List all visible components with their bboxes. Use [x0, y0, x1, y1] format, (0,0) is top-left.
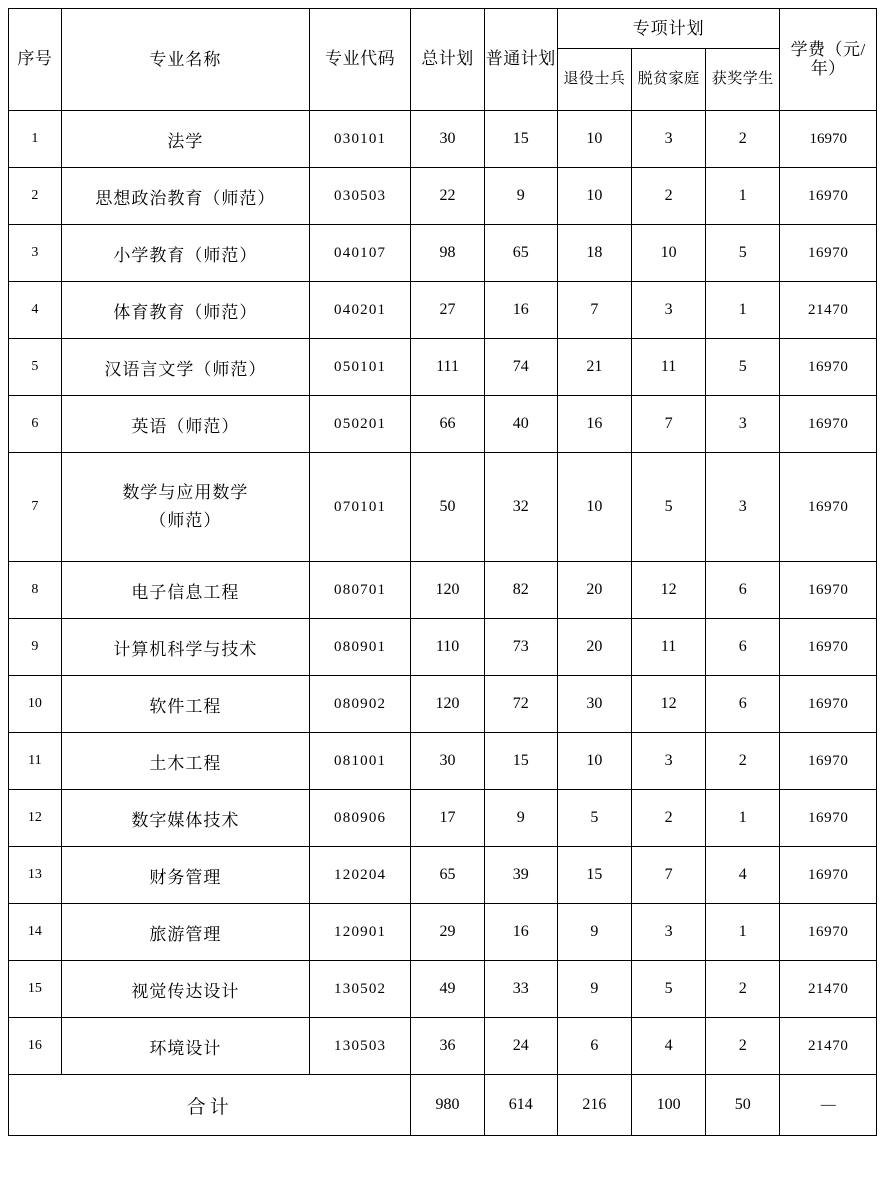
cell-seq: 10	[9, 676, 62, 733]
cell-award: 1	[706, 904, 780, 961]
cell-major-code: 080906	[309, 790, 411, 847]
cell-major-name: 电子信息工程	[61, 562, 309, 619]
header-special-plan: 专项计划	[557, 9, 780, 49]
cell-normal: 72	[484, 676, 557, 733]
header-poverty: 脱贫家庭	[632, 49, 706, 111]
cell-normal: 40	[484, 396, 557, 453]
cell-major-code: 130502	[309, 961, 411, 1018]
table-row	[9, 396, 877, 453]
cell-major-name: 法学	[61, 111, 309, 168]
cell-veteran: 9	[557, 904, 631, 961]
cell-seq: 13	[9, 847, 62, 904]
table-row	[9, 339, 877, 396]
cell-veteran: 20	[557, 619, 631, 676]
cell-total: 120	[411, 562, 484, 619]
cell-fee: 21470	[780, 1018, 877, 1075]
cell-normal: 65	[484, 225, 557, 282]
cell-total: 17	[411, 790, 484, 847]
cell-poverty: 12	[632, 562, 706, 619]
cell-veteran: 15	[557, 847, 631, 904]
cell-major-code: 030503	[309, 168, 411, 225]
summary-award: 50	[706, 1075, 780, 1136]
cell-major-code: 080701	[309, 562, 411, 619]
cell-major-name: 土木工程	[61, 733, 309, 790]
table-body	[9, 111, 877, 1136]
cell-major-code: 050101	[309, 339, 411, 396]
cell-poverty: 7	[632, 847, 706, 904]
cell-poverty: 11	[632, 339, 706, 396]
cell-fee: 16970	[780, 676, 877, 733]
cell-fee: 16970	[780, 111, 877, 168]
header-veteran: 退役士兵	[557, 49, 631, 111]
cell-fee: 21470	[780, 961, 877, 1018]
cell-major-code: 130503	[309, 1018, 411, 1075]
cell-veteran: 30	[557, 676, 631, 733]
cell-normal: 24	[484, 1018, 557, 1075]
table-row	[9, 676, 877, 733]
cell-total: 30	[411, 111, 484, 168]
summary-row	[9, 1075, 877, 1136]
cell-major-name: 小学教育（师范）	[61, 225, 309, 282]
table-row	[9, 790, 877, 847]
cell-total: 30	[411, 733, 484, 790]
header-award: 获奖学生	[706, 49, 780, 111]
cell-fee: 16970	[780, 453, 877, 562]
cell-seq: 9	[9, 619, 62, 676]
cell-veteran: 9	[557, 961, 631, 1018]
cell-major-name: 旅游管理	[61, 904, 309, 961]
table-row	[9, 733, 877, 790]
cell-seq: 14	[9, 904, 62, 961]
summary-poverty: 100	[632, 1075, 706, 1136]
cell-award: 6	[706, 619, 780, 676]
cell-normal: 9	[484, 168, 557, 225]
table-row	[9, 904, 877, 961]
table-row	[9, 168, 877, 225]
cell-seq: 16	[9, 1018, 62, 1075]
cell-veteran: 18	[557, 225, 631, 282]
table-header	[9, 9, 877, 111]
cell-normal: 9	[484, 790, 557, 847]
cell-award: 2	[706, 111, 780, 168]
cell-major-code: 081001	[309, 733, 411, 790]
cell-veteran: 6	[557, 1018, 631, 1075]
cell-poverty: 2	[632, 168, 706, 225]
cell-award: 5	[706, 225, 780, 282]
cell-normal: 73	[484, 619, 557, 676]
cell-poverty: 10	[632, 225, 706, 282]
cell-poverty: 3	[632, 111, 706, 168]
summary-veteran: 216	[557, 1075, 631, 1136]
cell-major-name: 计算机科学与技术	[61, 619, 309, 676]
cell-major-code: 030101	[309, 111, 411, 168]
major-name-line2: （师范）	[149, 511, 222, 530]
cell-major-code: 080901	[309, 619, 411, 676]
cell-award: 1	[706, 168, 780, 225]
cell-veteran: 10	[557, 453, 631, 562]
header-seq: 序号	[9, 9, 62, 111]
cell-major-name	[61, 453, 309, 562]
cell-fee: 21470	[780, 282, 877, 339]
cell-major-name: 思想政治教育（师范）	[61, 168, 309, 225]
cell-award: 3	[706, 453, 780, 562]
cell-major-name: 视觉传达设计	[61, 961, 309, 1018]
cell-normal: 32	[484, 453, 557, 562]
table-row	[9, 111, 877, 168]
cell-major-name: 体育教育（师范）	[61, 282, 309, 339]
cell-veteran: 20	[557, 562, 631, 619]
cell-total: 49	[411, 961, 484, 1018]
cell-fee: 16970	[780, 562, 877, 619]
cell-major-name: 英语（师范）	[61, 396, 309, 453]
cell-poverty: 3	[632, 904, 706, 961]
cell-veteran: 10	[557, 733, 631, 790]
header-major-code: 专业代码	[309, 9, 411, 111]
cell-seq: 2	[9, 168, 62, 225]
cell-major-name: 环境设计	[61, 1018, 309, 1075]
cell-major-code: 040107	[309, 225, 411, 282]
cell-total: 50	[411, 453, 484, 562]
cell-fee: 16970	[780, 225, 877, 282]
enrollment-plan-table	[8, 8, 877, 1136]
cell-award: 2	[706, 733, 780, 790]
cell-total: 36	[411, 1018, 484, 1075]
cell-poverty: 3	[632, 733, 706, 790]
header-major-name: 专业名称	[61, 9, 309, 111]
cell-poverty: 12	[632, 676, 706, 733]
cell-award: 3	[706, 396, 780, 453]
table-row	[9, 847, 877, 904]
cell-poverty: 11	[632, 619, 706, 676]
cell-major-code: 120901	[309, 904, 411, 961]
table-row	[9, 225, 877, 282]
header-tuition: 学费（元/年）	[780, 9, 877, 111]
cell-normal: 33	[484, 961, 557, 1018]
cell-award: 2	[706, 961, 780, 1018]
cell-major-code: 040201	[309, 282, 411, 339]
table-row	[9, 282, 877, 339]
table-row	[9, 961, 877, 1018]
table-row	[9, 619, 877, 676]
cell-seq: 3	[9, 225, 62, 282]
cell-major-name: 汉语言文学（师范）	[61, 339, 309, 396]
cell-major-code: 080902	[309, 676, 411, 733]
cell-seq: 5	[9, 339, 62, 396]
cell-total: 22	[411, 168, 484, 225]
cell-award: 6	[706, 562, 780, 619]
cell-poverty: 5	[632, 453, 706, 562]
cell-veteran: 21	[557, 339, 631, 396]
cell-major-code: 070101	[309, 453, 411, 562]
cell-fee: 16970	[780, 339, 877, 396]
cell-seq: 15	[9, 961, 62, 1018]
cell-fee: 16970	[780, 847, 877, 904]
header-normal-plan: 普通计划	[484, 9, 557, 111]
cell-total: 65	[411, 847, 484, 904]
cell-poverty: 3	[632, 282, 706, 339]
table-row	[9, 562, 877, 619]
cell-normal: 39	[484, 847, 557, 904]
cell-fee: 16970	[780, 619, 877, 676]
cell-award: 6	[706, 676, 780, 733]
cell-total: 27	[411, 282, 484, 339]
cell-poverty: 5	[632, 961, 706, 1018]
header-row-primary	[9, 9, 877, 49]
cell-fee: 16970	[780, 904, 877, 961]
summary-fee: —	[780, 1075, 877, 1136]
cell-normal: 15	[484, 111, 557, 168]
table-row	[9, 1018, 877, 1075]
cell-total: 66	[411, 396, 484, 453]
summary-label: 合计	[9, 1075, 411, 1136]
cell-seq: 6	[9, 396, 62, 453]
cell-seq: 12	[9, 790, 62, 847]
cell-major-code: 120204	[309, 847, 411, 904]
major-name-line1: 数学与应用数学	[122, 482, 249, 502]
cell-total: 111	[411, 339, 484, 396]
cell-award: 1	[706, 790, 780, 847]
cell-normal: 74	[484, 339, 557, 396]
cell-award: 1	[706, 282, 780, 339]
cell-fee: 16970	[780, 790, 877, 847]
table-row	[9, 453, 877, 562]
cell-major-name: 财务管理	[61, 847, 309, 904]
cell-seq: 1	[9, 111, 62, 168]
cell-veteran: 10	[557, 168, 631, 225]
cell-award: 4	[706, 847, 780, 904]
cell-poverty: 4	[632, 1018, 706, 1075]
cell-major-name: 软件工程	[61, 676, 309, 733]
cell-veteran: 10	[557, 111, 631, 168]
summary-total: 980	[411, 1075, 484, 1136]
cell-total: 110	[411, 619, 484, 676]
cell-seq: 11	[9, 733, 62, 790]
cell-seq: 8	[9, 562, 62, 619]
cell-total: 98	[411, 225, 484, 282]
cell-major-code: 050201	[309, 396, 411, 453]
cell-normal: 15	[484, 733, 557, 790]
cell-poverty: 7	[632, 396, 706, 453]
cell-award: 2	[706, 1018, 780, 1075]
cell-seq: 7	[9, 453, 62, 562]
cell-fee: 16970	[780, 168, 877, 225]
cell-fee: 16970	[780, 396, 877, 453]
summary-normal: 614	[484, 1075, 557, 1136]
cell-normal: 16	[484, 282, 557, 339]
cell-total: 29	[411, 904, 484, 961]
cell-normal: 82	[484, 562, 557, 619]
header-total-plan: 总计划	[411, 9, 484, 111]
cell-total: 120	[411, 676, 484, 733]
cell-normal: 16	[484, 904, 557, 961]
cell-fee: 16970	[780, 733, 877, 790]
cell-poverty: 2	[632, 790, 706, 847]
cell-veteran: 5	[557, 790, 631, 847]
cell-veteran: 16	[557, 396, 631, 453]
cell-veteran: 7	[557, 282, 631, 339]
cell-major-name: 数字媒体技术	[61, 790, 309, 847]
cell-seq: 4	[9, 282, 62, 339]
cell-award: 5	[706, 339, 780, 396]
